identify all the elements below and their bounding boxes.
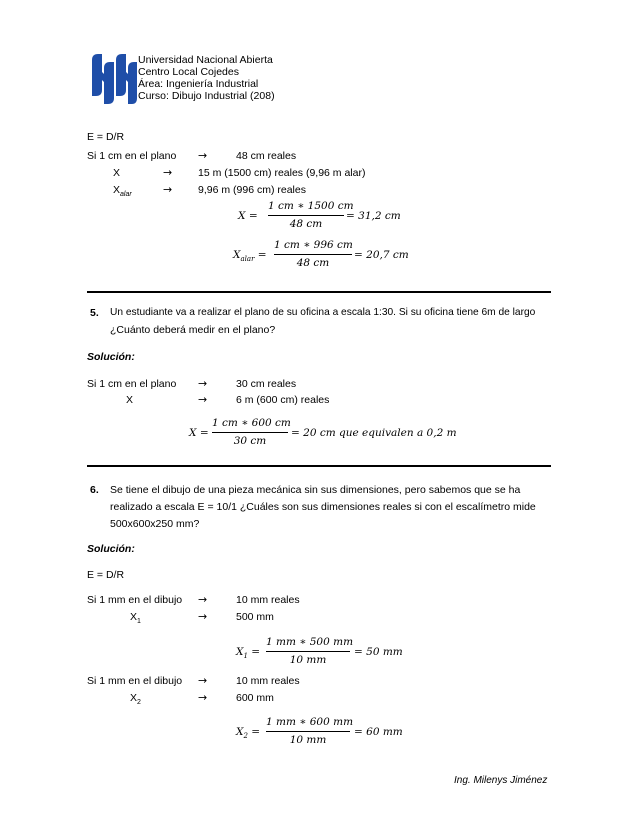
section-divider xyxy=(87,465,551,467)
eq1-rhs: = 31,2 cm xyxy=(346,210,401,222)
p6b-row1-left: Si 1 mm en el dibujo xyxy=(87,675,183,687)
p6b-row2-left: $X_2$ xyxy=(130,692,141,707)
p6a-row1-left: Si 1 mm en el dibujo xyxy=(87,594,183,606)
arrow-icon: → xyxy=(198,149,208,162)
p5-row1-left: Si 1 cm en el plano xyxy=(87,378,177,390)
p6-formula: E = D/R xyxy=(87,569,125,581)
eq1-denominator: 48 cm xyxy=(289,218,323,230)
top-row3-left: $X_{alar}$ xyxy=(113,184,132,199)
formula-top: E = D/R xyxy=(87,131,125,143)
logo xyxy=(90,50,138,106)
eq1-fraction xyxy=(268,200,354,231)
top-row1-right: 48 cm reales xyxy=(236,150,297,162)
p5-row2-left: X xyxy=(126,394,134,406)
problem6-text-line2: realizado a escala E = 10/1 ¿Cuáles son sus dimensiones reales si con el escalímetro mide xyxy=(110,501,536,513)
header-line-3: Área: Ingeniería Industrial xyxy=(138,78,259,90)
p5-eq-denominator: 30 cm xyxy=(233,435,267,447)
p6a-row2-right: 500 mm xyxy=(236,611,274,623)
p6a-eq-lhs: $X_1$ = xyxy=(236,646,261,661)
p5-row2-right: 6 m (600 cm) reales xyxy=(236,394,330,406)
p5-row1-right: 30 cm reales xyxy=(236,378,297,390)
p6b-eq-fraction xyxy=(266,716,354,747)
section-divider xyxy=(87,291,551,293)
p5-eq-rhs: = 20 cm que equivalen a 0,2 m xyxy=(291,427,457,439)
eq2-fraction xyxy=(274,239,352,270)
fraction-bar xyxy=(266,651,350,652)
arrow-icon: → xyxy=(198,393,208,406)
fraction-bar xyxy=(266,731,350,732)
p6a-row1-right: 10 mm reales xyxy=(236,594,300,606)
university-logo-icon xyxy=(90,50,138,106)
top-row2-right: 15 m (1500 cm) reales (9,96 m alar) xyxy=(198,167,366,179)
problem5-number: 5. xyxy=(90,307,99,319)
eq1-numerator: 1 cm ∗ 1500 cm xyxy=(268,200,354,212)
p5-eq-lhs: X = xyxy=(189,427,209,439)
fraction-bar xyxy=(212,432,288,433)
top-row1-left: Si 1 cm en el plano xyxy=(87,150,177,162)
eq2-denominator: 48 cm xyxy=(296,257,330,269)
problem6-number: 6. xyxy=(90,484,99,496)
header-line-2: Centro Local Cojedes xyxy=(138,66,239,78)
problem5-text-line1: Un estudiante va a realizar el plano de su oficina a escala 1:30. Si su oficina tiene 6m de largo xyxy=(110,307,536,318)
header-line-1: Universidad Nacional Abierta xyxy=(138,54,273,66)
p6a-eq-fraction xyxy=(266,636,354,667)
eq2-numerator: 1 cm ∗ 996 cm xyxy=(274,239,353,251)
p5-eq-fraction xyxy=(212,417,291,448)
p6a-eq-numerator: 1 mm ∗ 500 mm xyxy=(266,636,354,648)
arrow-icon: → xyxy=(163,183,173,196)
eq2-lhs: $X_{alar}$ = xyxy=(233,249,267,264)
arrow-icon: → xyxy=(198,691,208,704)
fraction-bar xyxy=(268,215,344,216)
p5-eq-numerator: 1 cm ∗ 600 cm xyxy=(212,417,291,429)
footer-author: Ing. Milenys Jiménez xyxy=(454,775,548,786)
problem5-text-line2: ¿Cuánto deberá medir en el plano? xyxy=(110,324,276,336)
p6b-eq-rhs: = 60 mm xyxy=(354,726,403,738)
fraction-bar xyxy=(274,254,352,255)
p6b-row1-right: 10 mm reales xyxy=(236,675,300,687)
p6b-eq-denominator: 10 mm xyxy=(289,734,327,746)
p6b-eq-lhs: $X_2$ = xyxy=(236,726,261,741)
top-row3-right: 9,96 m (996 cm) reales xyxy=(198,184,306,196)
header-line-4: Curso: Dibujo Industrial (208) xyxy=(138,90,275,102)
problem6-text-line1: Se tiene el dibujo de una pieza mecánica sin sus dimensiones, pero sabemos que se ha xyxy=(110,484,521,496)
arrow-icon: → xyxy=(163,166,173,179)
p6a-row2-left: $X_1$ xyxy=(130,611,141,626)
p6b-row2-right: 600 mm xyxy=(236,692,274,704)
eq2-rhs: = 20,7 cm xyxy=(354,249,409,261)
problem5-solucion: Solución: xyxy=(87,351,135,363)
arrow-icon: → xyxy=(198,593,208,606)
p6a-eq-rhs: = 50 mm xyxy=(354,646,403,658)
problem6-solucion: Solución: xyxy=(87,543,135,555)
arrow-icon: → xyxy=(198,377,208,390)
p6b-eq-numerator: 1 mm ∗ 600 mm xyxy=(266,716,354,728)
problem6-text-line3: 500x600x250 mm? xyxy=(110,518,200,530)
arrow-icon: → xyxy=(198,674,208,687)
eq1-lhs: X = xyxy=(238,210,258,222)
p6a-eq-denominator: 10 mm xyxy=(289,654,327,666)
arrow-icon: → xyxy=(198,610,208,623)
top-row2-left: X xyxy=(113,167,121,179)
